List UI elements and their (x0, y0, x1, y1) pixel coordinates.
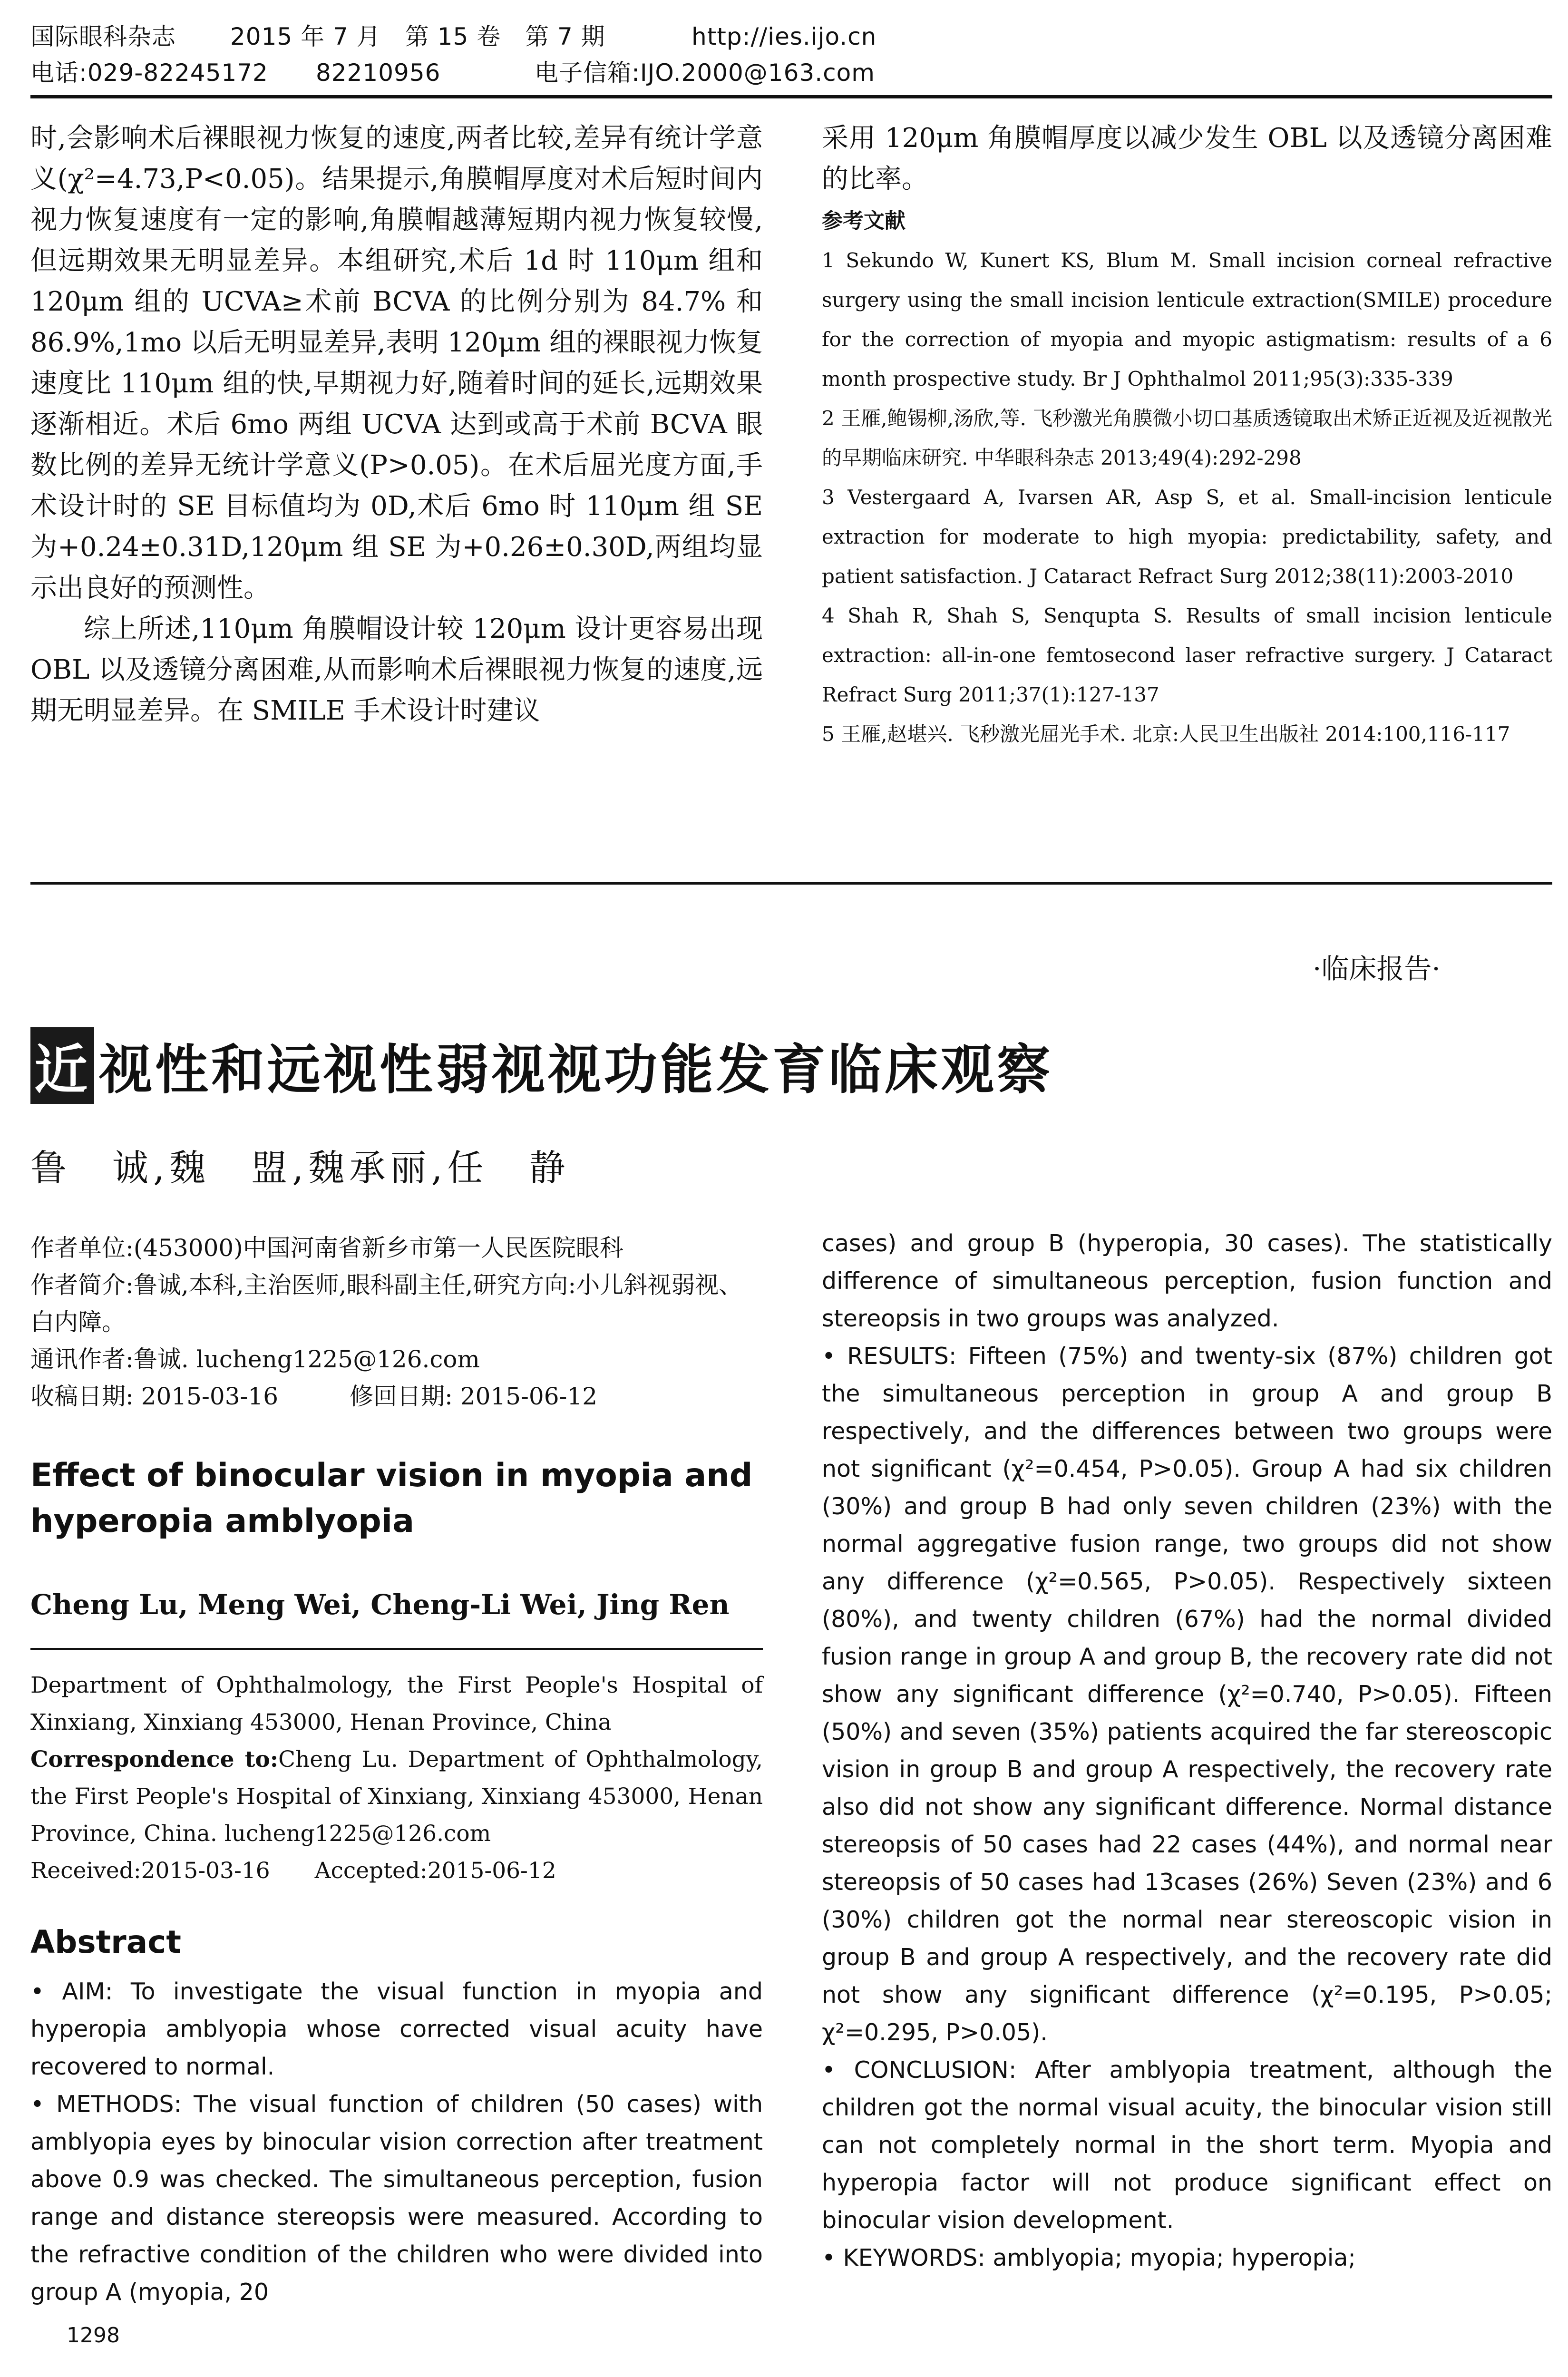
reference-item: 5 王雁,赵堪兴. 飞秒激光屈光手术. 北京:人民卫生出版社 2014:100,116-117 (822, 722, 1510, 746)
abstract-aim: • AIM: To investigate the visual function in myopia and hyperopia amblyopia whose corrected visual acuity have recovered to normal. (30, 1978, 763, 2080)
english-title: Effect of binocular vision in myopia and hyperopia amblyopia (30, 1457, 753, 1540)
article-divider (30, 882, 1552, 885)
prev-article-left-column (30, 118, 763, 731)
author-meta (30, 1229, 763, 1415)
title-initial: 近 (30, 1027, 94, 1104)
phone: 电话:029-82245172 (30, 59, 268, 87)
running-header (30, 20, 1552, 91)
correspondence (30, 1741, 763, 1852)
abstract-keywords: • KEYWORDS: amblyopia; myopia; hyperopia; (822, 2244, 1356, 2271)
abstract-methods-cont: cases) and group B (hyperopia, 30 cases). The statistically difference of simultaneous perception, fusion function and stereopsis in two groups was analyzed. (822, 1230, 1552, 1332)
abstract-results: • RESULTS: Fifteen (75%) and twenty-six (87%) children got the simultaneous perception in group A and group B respectively, and the differences between two groups were not significant (χ²=0.454, P>0.05). Group A had six children (30%) and group B had only seven children (23%) with the normal aggregative fusion range, two groups did not show any difference (χ²=0.565, P>0.05). Respectively sixteen (80%), and twenty children (67%) had the normal divided fusion range in group A and group B, the recovery rate did not show any significant difference (χ²=0.740, P>0.05). Fifteen (50%) and seven (35%) patients acquired the far stereoscopic vision in group B and group A respectively, the recovery rate also did not show any significant difference. Normal distance stereopsis of 50 cases had 22 cases (44%), and normal near stereopsis of 50 cases had 13cases (26%) Seven (23%) and 6 (30%) children got the normal near stereoscopic vision in group B and group A respectively, and the recovery rate did not show any significant difference (χ²=0.195, P>0.05; χ²=0.295, P>0.05). (822, 1343, 1552, 2046)
dates: 收稿日期: 2015-03-16 修回日期: 2015-06-12 (30, 1383, 598, 1410)
reference-item: 4 Shah R, Shah S, Senqupta S. Results of small incision lenticule extraction: all-in-one femtosecond laser refractive surgery. J Cataract Refract Surg 2011;37(1):127-137 (822, 604, 1552, 706)
phone-2: 82210956 (316, 59, 441, 87)
abstract-conclusion: • CONCLUSION: After amblyopia treatment, although the children got the normal visual acuity, the binocular vision still can not completely normal in the short term. Myopia and hyperopia factor will not produce significant effect on binocular vision development. (822, 2056, 1552, 2234)
author-bio: 作者简介:鲁诚,本科,主治医师,眼科副主任,研究方向:小儿斜视弱视、白内障。 (30, 1271, 743, 1336)
reference-item: 2 王雁,鲍锡柳,汤欣,等. 飞秒激光角膜微小切口基质透镜取出术矫正近视及近视散光的早期临床研究. 中华眼科杂志 2013;49(4):292-298 (822, 407, 1552, 469)
abstract-heading: Abstract (30, 1924, 181, 1960)
authors: 鲁 诚,魏 盟,魏承丽,任 静 (30, 1147, 570, 1189)
abstract-right-column (822, 1225, 1552, 2277)
correspondence-label: Correspondence to: (30, 1746, 279, 1773)
email: 电子信箱:IJO.2000@163.com (535, 59, 875, 87)
reference-item: 1 Sekundo W, Kunert KS, Blum M. Small incision corneal refractive surgery using the small incision lenticule extraction(SMILE) procedure for the correction of myopia and myopic astigmatism: results of a 6 month prospective study. Br J Ophthalmol 2011;95(3):335-339 (822, 249, 1552, 390)
paragraph: 时,会影响术后裸眼视力恢复的速度,两者比较,差异有统计学意义(χ²=4.73,P<0.05)。结果提示,角膜帽厚度对术后短时间内视力恢复速度有一定的影响,角膜帽越薄短期内视力恢复较慢,但远期效果无明显差异。本组研究,术后 1d 时 110μm 组和 120μm 组的 UCVA≥术前 BCVA 的比例分别为 84.7% 和 86.9%,1mo 以后无明显差异,表明 120μm 组的裸眼视力恢复速度比 110μm 组的快,早期视力好,随着时间的延长,远期效果逐渐相近。术后 6mo 两组 UCVA 达到或高于术前 BCVA 眼数比例的差异无统计学意义(P>0.05)。在术后屈光度方面,手术设计时的 SE 目标值均为 0D,术后 6mo 时 110μm 组 SE 为+0.24±0.31D,120μm 组 SE 为+0.26±0.30D,两组均显示出良好的预测性。 (30, 123, 763, 604)
issue-info: 2015 年 7 月 第 15 卷 第 7 期 (230, 23, 605, 50)
article-title (30, 1027, 1552, 1104)
page-number: 1298 (67, 2323, 120, 2348)
reference-item: 3 Vestergaard A, Ivarsen AR, Asp S, et al. Small-incision lenticule extraction for moderate to high myopia: predictability, safety, and patient satisfaction. J Cataract Refract Surg 2012;38(11):2003-2010 (822, 486, 1552, 588)
abstract-methods: • METHODS: The visual function of children (50 cases) with amblyopia eyes by binocular vision correction after treatment above 0.9 was checked. The simultaneous perception, fusion range and distance stereopsis were measured. According to the refractive condition of the children who were divided into group A (myopia, 20 (30, 2091, 763, 2306)
references-heading: 参考文献 (822, 209, 906, 233)
journal-name: 国际眼科杂志 (30, 23, 176, 50)
correspondence-text: Cheng Lu. Department of Ophthalmology, the First People's Hospital of Xinxiang, Xinxiang 453000, Henan Province, China. lucheng1225@126.com (30, 1746, 763, 1847)
received-accepted: Received:2015-03-16 Accepted:2015-06-12 (30, 1858, 556, 1884)
department: Department of Ophthalmology, the First People's Hospital of Xinxiang, Xinxiang 453000, Henan Province, China (30, 1672, 763, 1735)
department-block (30, 1667, 763, 1890)
paragraph: 采用 120μm 角膜帽厚度以减少发生 OBL 以及透镜分离困难的比率。 (822, 123, 1552, 195)
prev-article-right-column (822, 118, 1552, 754)
corresponding-author: 通讯作者:鲁诚. lucheng1225@126.com (30, 1345, 480, 1373)
journal-url: http://ies.ijo.cn (691, 23, 877, 50)
header-rule (30, 95, 1552, 98)
author-rule (30, 1648, 763, 1650)
english-authors: Cheng Lu, Meng Wei, Cheng-Li Wei, Jing Ren (30, 1588, 730, 1621)
affiliation: 作者单位:(453000)中国河南省新乡市第一人民医院眼科 (30, 1234, 623, 1262)
title-text: 视性和远视性弱视视功能发育临床观察 (99, 1039, 1053, 1101)
paragraph: 综上所述,110μm 角膜帽设计较 120μm 设计更容易出现 OBL 以及透镜分离困难,从而影响术后裸眼视力恢复的速度,远期无明显差异。在 SMILE 手术设计时建议 (30, 614, 763, 726)
abstract-left-column (30, 1973, 763, 2311)
section-label: ·临床报告· (1313, 953, 1441, 985)
